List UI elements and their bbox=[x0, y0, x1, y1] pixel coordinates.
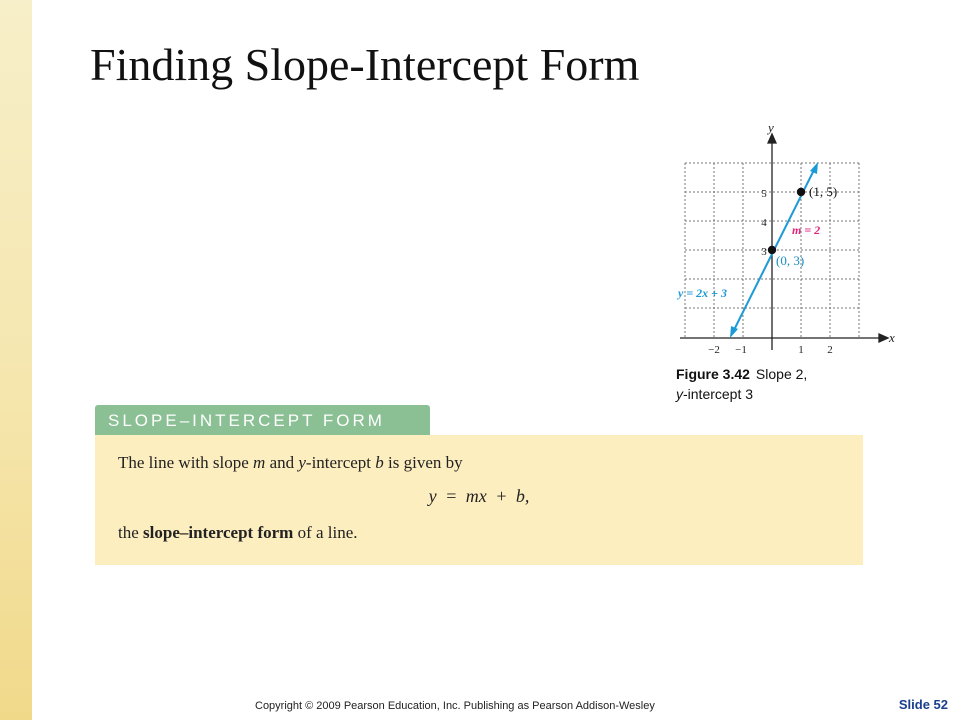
point-1-5-label: (1, 5) bbox=[809, 184, 838, 199]
line-equation-label: y = 2x + 3 bbox=[678, 286, 728, 300]
x-tick-label: 2 bbox=[827, 344, 833, 356]
definition-line-3: the slope–intercept form of a line. bbox=[118, 523, 358, 542]
x-tick-label: 1 bbox=[798, 344, 804, 356]
definition-formula: y = mx + b, bbox=[428, 486, 530, 506]
y-tick-label: 5 bbox=[761, 188, 767, 200]
caption-line-2: -intercept 3 bbox=[683, 386, 754, 402]
x-axis-label: x bbox=[889, 330, 895, 345]
figure-caption bbox=[676, 364, 876, 404]
slope-figure bbox=[660, 118, 910, 358]
caption-line-1: Slope 2, bbox=[755, 366, 808, 382]
figure-axes bbox=[680, 134, 888, 350]
definition-box-header: SLOPE–INTERCEPT FORM bbox=[95, 405, 430, 436]
y-tick-label: 3 bbox=[761, 246, 767, 258]
figure-number: Figure 3.42 bbox=[676, 366, 750, 382]
slide-number: Slide 52 bbox=[898, 697, 948, 712]
x-tick-label: −1 bbox=[735, 344, 747, 356]
point-1-5 bbox=[797, 188, 805, 196]
y-tick-label: 4 bbox=[761, 217, 767, 229]
definition-box bbox=[95, 435, 863, 565]
slope-label: m = 2 bbox=[792, 223, 821, 237]
caption-var: y bbox=[676, 386, 683, 402]
copyright-footer: Copyright © 2009 Pearson Education, Inc. Publishing as Pearson Addison-Wesley bbox=[255, 700, 655, 712]
point-0-3 bbox=[768, 246, 776, 254]
point-0-3-label: (0, 3) bbox=[776, 253, 805, 268]
y-axis-label: y bbox=[768, 120, 774, 135]
definition-line-1: The line with slope m and y-intercept b is given by bbox=[118, 453, 463, 472]
slide-title: Finding Slope-Intercept Form bbox=[90, 39, 640, 90]
x-tick-label: −2 bbox=[708, 344, 720, 356]
left-decorative-band bbox=[0, 0, 32, 720]
